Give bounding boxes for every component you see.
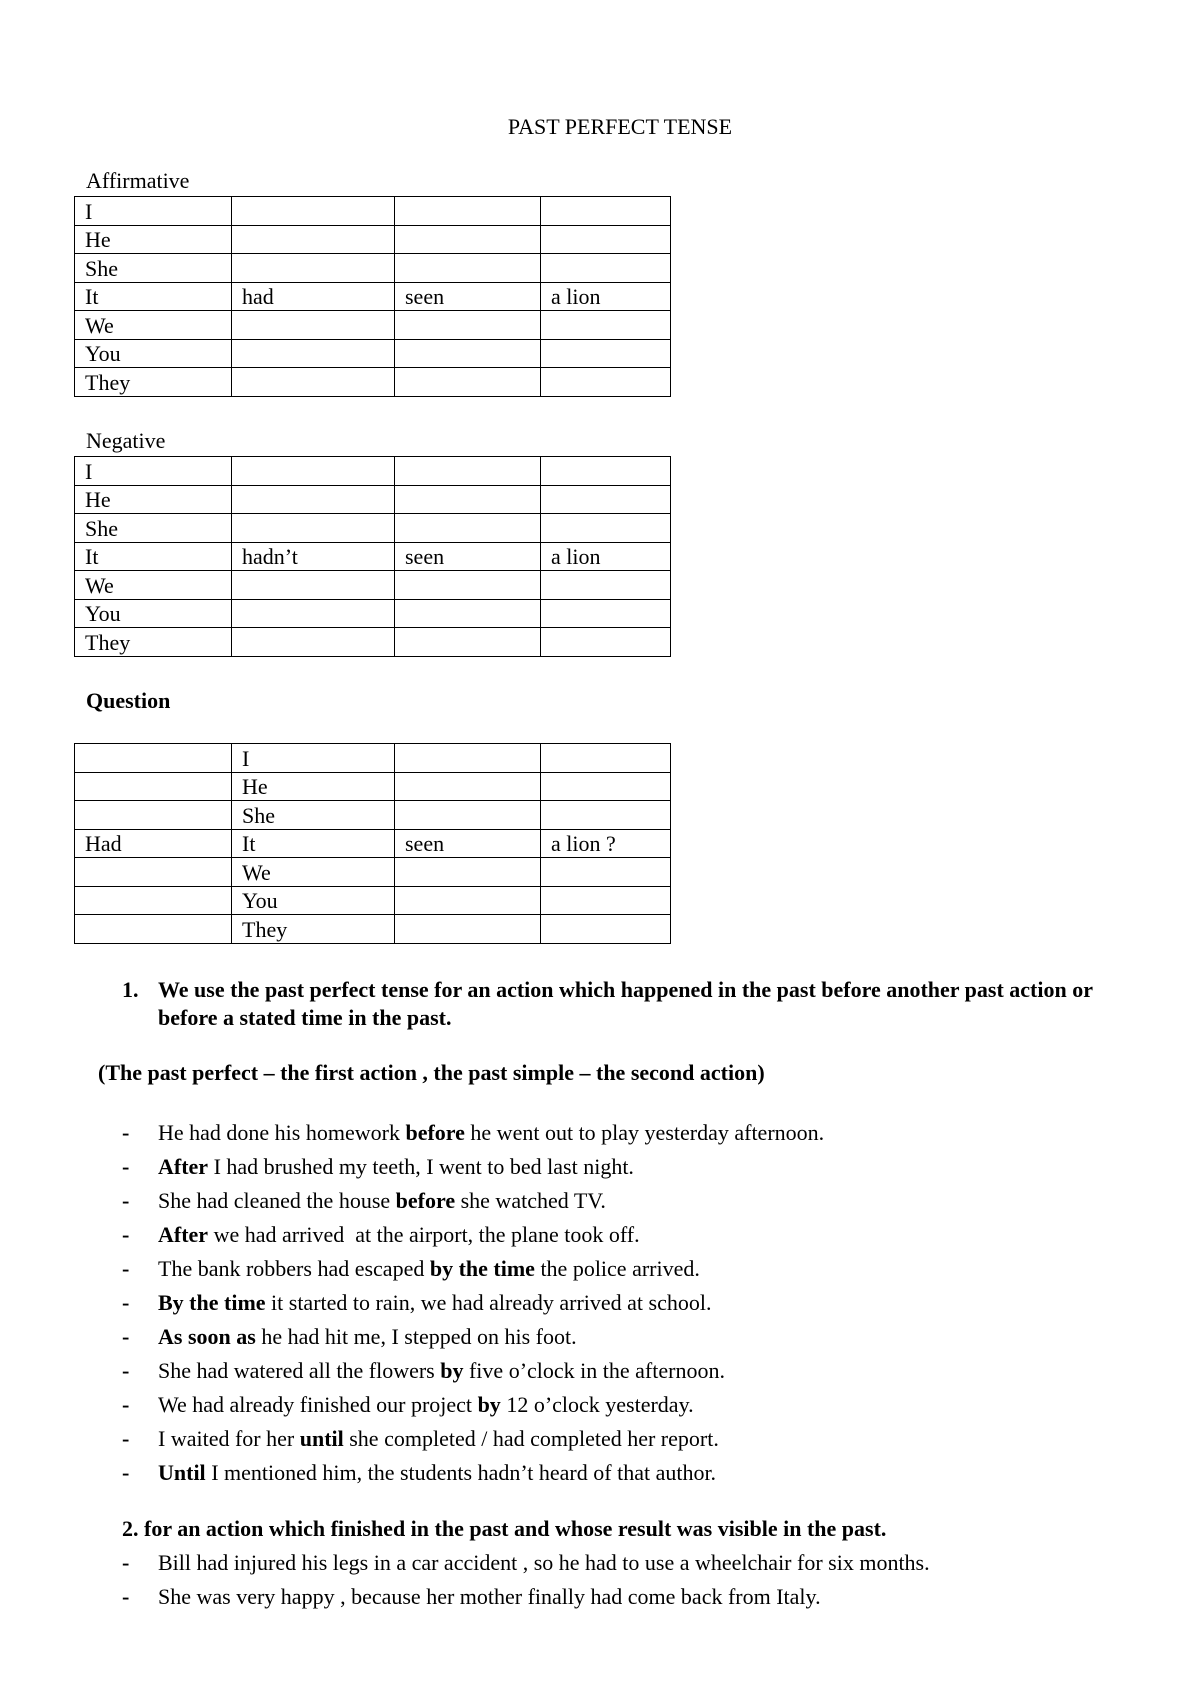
table-cell xyxy=(75,772,232,801)
table-row xyxy=(75,311,671,340)
table-cell: a lion xyxy=(541,282,671,311)
table-cell xyxy=(541,254,671,283)
sentence-text: The bank robbers had escaped xyxy=(158,1256,430,1281)
table-cell: seen xyxy=(395,829,541,858)
table-cell: It xyxy=(75,542,232,571)
table-cell xyxy=(395,254,541,283)
table-cell xyxy=(232,225,395,254)
table-cell xyxy=(395,485,541,514)
table-cell: They xyxy=(75,628,232,657)
table-row xyxy=(75,542,671,571)
time-expression: After xyxy=(158,1222,209,1247)
table-cell: hadn’t xyxy=(232,542,395,571)
rule-note: (The past perfect – the first action , the past simple – the second action) xyxy=(98,1060,765,1085)
table-cell xyxy=(541,886,671,915)
sentence-text: I waited for her xyxy=(158,1426,300,1451)
sentence-text: he had hit me, I stepped on his foot. xyxy=(255,1324,577,1349)
table-row xyxy=(75,197,671,226)
table-cell xyxy=(232,599,395,628)
table-cell xyxy=(395,311,541,340)
example-sentence xyxy=(122,1218,1182,1252)
time-expression: before xyxy=(405,1120,465,1145)
table-cell: seen xyxy=(395,282,541,311)
bullet-dash: - xyxy=(122,1188,130,1213)
table-row xyxy=(75,886,671,915)
table-cell: You xyxy=(75,339,232,368)
table-cell xyxy=(232,485,395,514)
table-cell xyxy=(75,744,232,773)
table-cell xyxy=(232,197,395,226)
table-row xyxy=(75,225,671,254)
negative-table xyxy=(74,456,671,657)
table-cell: a lion xyxy=(541,542,671,571)
example-sentence xyxy=(122,1456,1182,1490)
negative-label: Negative xyxy=(86,428,166,453)
table-cell xyxy=(232,514,395,543)
sentence-text: We had already finished our project xyxy=(158,1392,478,1417)
bullet-dash: - xyxy=(122,1392,130,1417)
table-cell xyxy=(541,311,671,340)
table-cell xyxy=(395,225,541,254)
example-sentence xyxy=(122,1252,1182,1286)
table-cell xyxy=(541,915,671,944)
page-title: PAST PERFECT TENSE xyxy=(507,114,733,139)
table-row xyxy=(75,368,671,397)
time-expression: until xyxy=(299,1426,344,1451)
table-cell xyxy=(541,225,671,254)
sentence-text: we had arrived at the airport, the plane took off. xyxy=(208,1222,640,1247)
table-cell xyxy=(395,801,541,830)
table-cell xyxy=(395,744,541,773)
bullet-dash: - xyxy=(122,1550,130,1575)
rule-1-number: 1. xyxy=(122,977,139,1002)
table-row xyxy=(75,571,671,600)
table-cell xyxy=(232,254,395,283)
question-label: Question xyxy=(86,688,171,713)
table-cell: It xyxy=(75,282,232,311)
table-cell xyxy=(541,599,671,628)
table-cell xyxy=(541,197,671,226)
bullet-dash: - xyxy=(122,1222,130,1247)
table-cell xyxy=(395,628,541,657)
table-cell xyxy=(541,339,671,368)
table-cell: Had xyxy=(75,829,232,858)
table-cell xyxy=(75,886,232,915)
examples-list-2 xyxy=(122,1546,1182,1614)
example-sentence xyxy=(122,1388,1182,1422)
table-cell xyxy=(541,571,671,600)
sentence-text: she watched TV. xyxy=(455,1188,606,1213)
table-cell: He xyxy=(75,485,232,514)
example-sentence xyxy=(122,1546,1182,1580)
table-cell xyxy=(232,311,395,340)
sentence-text: She was very happy , because her mother finally had come back from Italy. xyxy=(158,1584,821,1609)
table-row xyxy=(75,744,671,773)
table-cell: a lion ? xyxy=(541,829,671,858)
table-cell: It xyxy=(232,829,395,858)
table-cell xyxy=(541,801,671,830)
table-cell xyxy=(232,571,395,600)
table-cell xyxy=(395,197,541,226)
table-cell xyxy=(395,514,541,543)
time-expression: As soon as xyxy=(158,1324,256,1349)
sentence-text: the police arrived. xyxy=(534,1256,700,1281)
bullet-dash: - xyxy=(122,1358,130,1383)
sentence-text: he went out to play yesterday afternoon. xyxy=(464,1120,825,1145)
table-row xyxy=(75,485,671,514)
table-row xyxy=(75,915,671,944)
bullet-dash: - xyxy=(122,1584,130,1609)
sentence-text: I had brushed my teeth, I went to bed last night. xyxy=(208,1154,634,1179)
example-sentence xyxy=(122,1580,1182,1614)
table-cell xyxy=(541,744,671,773)
table-cell: She xyxy=(75,254,232,283)
bullet-dash: - xyxy=(122,1256,130,1281)
table-cell xyxy=(75,858,232,887)
table-cell xyxy=(541,485,671,514)
table-row xyxy=(75,282,671,311)
example-sentence xyxy=(122,1286,1182,1320)
table-row xyxy=(75,514,671,543)
table-cell: had xyxy=(232,282,395,311)
affirmative-table xyxy=(74,196,671,397)
table-cell: You xyxy=(75,599,232,628)
table-row xyxy=(75,829,671,858)
table-row xyxy=(75,339,671,368)
table-row xyxy=(75,599,671,628)
table-cell xyxy=(541,368,671,397)
table-cell: He xyxy=(232,772,395,801)
table-cell xyxy=(541,772,671,801)
table-cell xyxy=(395,915,541,944)
examples-list-1 xyxy=(122,1116,1182,1490)
table-cell xyxy=(232,339,395,368)
bullet-dash: - xyxy=(122,1460,130,1485)
table-cell xyxy=(541,628,671,657)
sentence-text: I mentioned him, the students hadn’t heard of that author. xyxy=(205,1460,717,1485)
table-cell: She xyxy=(75,514,232,543)
table-cell xyxy=(75,801,232,830)
affirmative-label: Affirmative xyxy=(86,168,190,193)
time-expression: by xyxy=(477,1392,501,1417)
table-cell xyxy=(395,772,541,801)
time-expression: before xyxy=(395,1188,456,1213)
example-sentence xyxy=(122,1184,1182,1218)
sentence-text: Bill had injured his legs in a car accident , so he had to use a wheelchair for six months. xyxy=(158,1550,930,1575)
bullet-dash: - xyxy=(122,1290,130,1315)
table-row xyxy=(75,628,671,657)
table-cell: seen xyxy=(395,542,541,571)
time-expression: After xyxy=(158,1154,209,1179)
table-row xyxy=(75,254,671,283)
bullet-dash: - xyxy=(122,1324,130,1349)
bullet-dash: - xyxy=(122,1120,130,1145)
table-cell xyxy=(395,886,541,915)
example-sentence xyxy=(122,1354,1182,1388)
sentence-text: She had watered all the flowers xyxy=(158,1358,441,1383)
sentence-text: she completed / had completed her report. xyxy=(343,1426,719,1451)
time-expression: Until xyxy=(158,1460,206,1485)
table-row xyxy=(75,801,671,830)
time-expression: by the time xyxy=(429,1256,535,1281)
table-cell xyxy=(395,571,541,600)
table-cell: I xyxy=(75,197,232,226)
bullet-dash: - xyxy=(122,1426,130,1451)
rule-2: 2. for an action which finished in the past and whose result was visible in the past. xyxy=(122,1516,887,1541)
table-row xyxy=(75,457,671,486)
time-expression: by xyxy=(440,1358,464,1383)
table-cell: She xyxy=(232,801,395,830)
table-cell xyxy=(395,368,541,397)
table-cell xyxy=(541,457,671,486)
table-cell: I xyxy=(75,457,232,486)
table-cell xyxy=(232,457,395,486)
table-cell xyxy=(541,514,671,543)
table-cell xyxy=(395,858,541,887)
example-sentence xyxy=(122,1320,1182,1354)
table-cell: You xyxy=(232,886,395,915)
example-sentence xyxy=(122,1422,1182,1456)
sentence-text: She had cleaned the house xyxy=(158,1188,396,1213)
table-cell: We xyxy=(75,311,232,340)
table-cell xyxy=(232,368,395,397)
bullet-dash: - xyxy=(122,1154,130,1179)
example-sentence xyxy=(122,1150,1182,1184)
sentence-text: five o’clock in the afternoon. xyxy=(463,1358,725,1383)
table-cell: They xyxy=(232,915,395,944)
table-cell xyxy=(395,599,541,628)
time-expression: By the time xyxy=(158,1290,266,1315)
table-cell xyxy=(232,628,395,657)
question-table xyxy=(74,743,671,944)
example-sentence xyxy=(122,1116,1182,1150)
table-cell: I xyxy=(232,744,395,773)
table-cell xyxy=(395,457,541,486)
sentence-text: He had done his homework xyxy=(158,1120,406,1145)
sentence-text: 12 o’clock yesterday. xyxy=(500,1392,694,1417)
table-cell: We xyxy=(75,571,232,600)
table-cell xyxy=(75,915,232,944)
table-cell xyxy=(395,339,541,368)
table-row xyxy=(75,858,671,887)
table-row xyxy=(75,772,671,801)
rule-1-text: We use the past perfect tense for an action which happened in the past before another past action or before a stated time in the past. xyxy=(158,977,1093,1030)
table-cell: They xyxy=(75,368,232,397)
table-cell: He xyxy=(75,225,232,254)
table-cell xyxy=(541,858,671,887)
sentence-text: it started to rain, we had already arrived at school. xyxy=(265,1290,712,1315)
table-cell: We xyxy=(232,858,395,887)
